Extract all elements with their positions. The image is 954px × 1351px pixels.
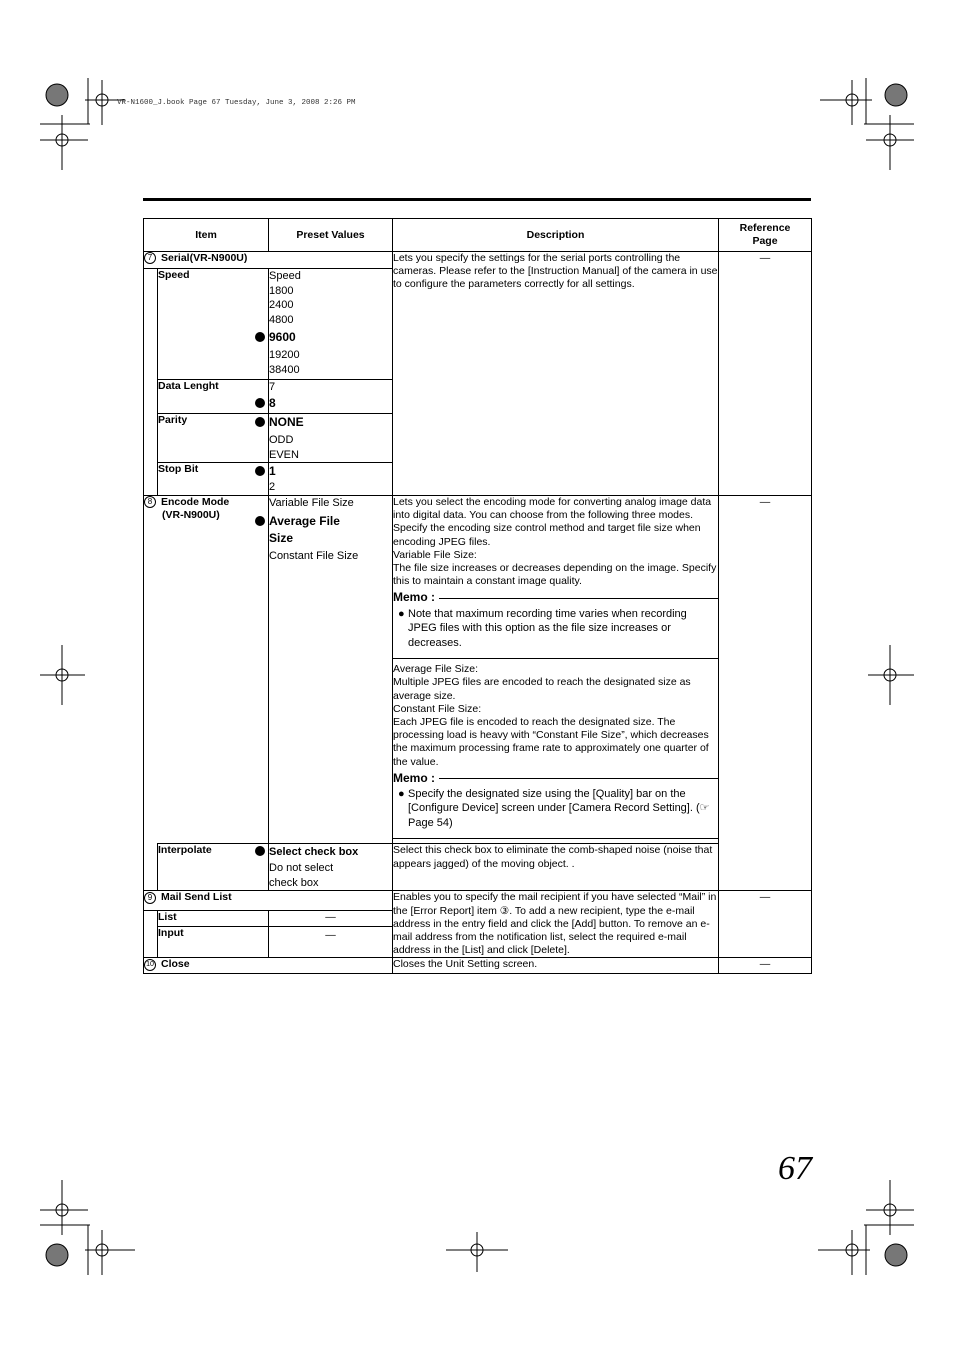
serial-description: Lets you specify the settings for the serial ports controlling the cameras. Please refer to the [Instruction Manual] of the camera in use to configure the parameters correctly for all settings. bbox=[393, 252, 719, 496]
default-dot-icon bbox=[255, 398, 265, 408]
memo-box: Memo : ● Note that maximum recording time varies when recording JPEG files with this option as the file size increases or decreases. bbox=[393, 591, 718, 659]
item-number-badge: 10 bbox=[144, 959, 156, 971]
close-ref: — bbox=[719, 958, 812, 974]
interpolate-label: Interpolate bbox=[158, 844, 269, 891]
item-number-badge: 9 bbox=[144, 892, 156, 904]
default-dot-icon bbox=[255, 846, 265, 856]
encode-values: Variable File Size Average File Size Constant File Size bbox=[269, 496, 393, 844]
serial-item bbox=[144, 252, 393, 269]
page-number: 67 bbox=[778, 1150, 812, 1187]
speed-label: Speed bbox=[158, 269, 269, 380]
parity-values: NONE ODD EVEN bbox=[269, 414, 393, 463]
header-reference: Reference Page bbox=[719, 219, 812, 252]
input-label: Input bbox=[158, 927, 269, 958]
mail-ref: — bbox=[719, 891, 812, 958]
data-length-values: 7 8 bbox=[269, 380, 393, 414]
book-header: VR-N1600_J.book Page 67 Tuesday, June 3, 2008 2:26 PM bbox=[117, 99, 356, 107]
data-length-label: Data Lenght bbox=[158, 380, 269, 414]
default-dot-icon bbox=[255, 332, 265, 342]
interpolate-values: Select check box Do not select check box bbox=[269, 844, 393, 891]
header-description: Description bbox=[393, 219, 719, 252]
serial-ref: — bbox=[719, 252, 812, 496]
header-preset: Preset Values bbox=[269, 219, 393, 252]
settings-table bbox=[143, 218, 812, 974]
default-dot-icon bbox=[255, 417, 265, 427]
speed-values: Speed 1800 2400 4800 9600 19200 38400 bbox=[269, 269, 393, 380]
item-number-badge: 7 bbox=[144, 252, 156, 264]
close-description: Closes the Unit Setting screen. bbox=[393, 958, 719, 974]
item-number-badge: 8 bbox=[144, 496, 156, 508]
close-item: 10 Close bbox=[144, 958, 393, 974]
stop-bit-values: 1 2 bbox=[269, 463, 393, 496]
list-value: — bbox=[269, 910, 393, 927]
list-label: List bbox=[158, 910, 269, 927]
parity-label: Parity bbox=[158, 414, 269, 463]
encode-description: Lets you select the encoding mode for converting analog image data into digital data. You can choose from the following three modes. Specify the encoding size control method and target file size when encoding JPEG files. Variable File Size: The file size increases or decreases depending on the image. Specify this to maintain a constant image quality. Memo : ● Note that maximum recording time varies when recording JPEG files with this option as the file size increases or decreases. Average File Size: Multiple JPEG files are encoded to reach the designated size as average size. Constant File Size: Each JPEG file is encoded to reach the designated size. The processing load is heavy with “Constant File Size”, which decreases the maximum processing frame rate to approximately one quarter of the value. Memo : ● Specify the designated size using the [Quality] bar on the [Configure Device] screen under [Camera Record Setting]. (☞ Page 54) bbox=[393, 496, 719, 844]
mail-description: Enables you to specify the mail recipient if you have selected “Mail” in the [Error Report] item ③. To add a new recipient, type the e-mail address in the entry field and click the [Add] button. To remove an e-mail address from the notification list, select the required e-mail address in the [List] and click [Delete]. bbox=[393, 891, 719, 958]
memo-box: Memo : ● Specify the designated size using the [Quality] bar on the [Configure Device] screen under [Camera Record Setting]. (☞ Page 54) bbox=[393, 772, 718, 840]
mail-item: 9 Mail Send List bbox=[144, 891, 393, 910]
encode-ref: — bbox=[719, 496, 812, 891]
header-item: Item bbox=[144, 219, 269, 252]
default-dot-icon bbox=[255, 516, 265, 526]
encode-item: 8 Encode Mode (VR-N900U) bbox=[144, 496, 269, 844]
table-header-row bbox=[144, 219, 812, 252]
default-dot-icon bbox=[255, 466, 265, 476]
top-rule bbox=[143, 198, 811, 201]
interpolate-description: Select this check box to eliminate the comb-shaped noise (noise that appears jagged) of the moving object. . bbox=[393, 844, 719, 891]
serial-label: Serial(VR-N900U) bbox=[161, 252, 248, 264]
input-value: — bbox=[269, 927, 393, 958]
stop-bit-label: Stop Bit bbox=[158, 463, 269, 496]
